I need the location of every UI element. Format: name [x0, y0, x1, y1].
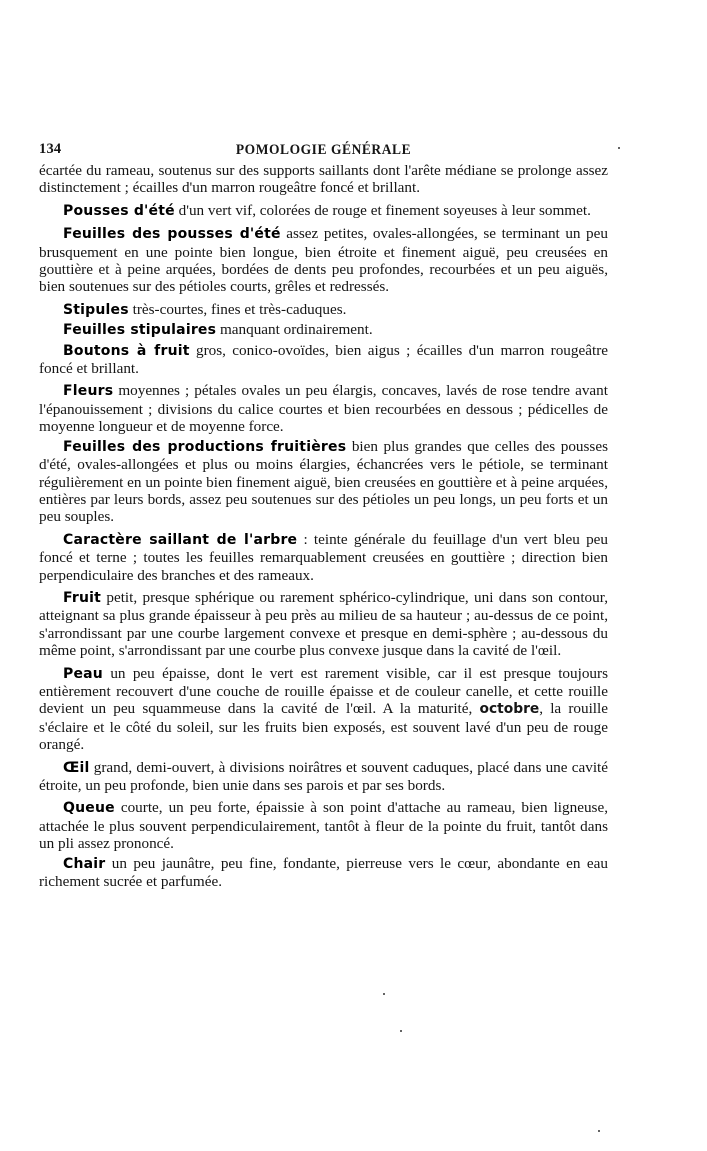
paragraph-stipules — [39, 301, 608, 319]
entry-term: Fleurs — [63, 383, 114, 400]
scan-speck — [400, 1030, 402, 1032]
scan-speck — [598, 1130, 600, 1132]
paragraph-text: un peu épaisse, dont le vert est rarement visible, car il est presque toujours entièrement recouvert d'une couche de rouille épaisse et de couleur canelle, et cette rouille devient un peu squammeuse dans la cavité de l'œil. A la maturité, — [39, 664, 608, 718]
paragraph-chair — [39, 855, 608, 891]
paragraph-text: assez petites, ovales-allongées, se terminant un peu brusquement en une pointe bien longue, bien étroite et finement aiguë, peu creusées en gouttière et à peine arquées, bordées de dents peu profondes, recourbées et un peu aiguës, bien soutenues sur des pétioles courts, grêles et redressés. — [39, 225, 608, 296]
page-header — [39, 141, 608, 161]
paragraph-fleurs — [39, 382, 608, 435]
entry-term: Boutons à fruit — [63, 342, 190, 359]
paragraph-feuilles-productions — [39, 438, 608, 526]
entry-term: Peau — [63, 665, 103, 682]
entry-term: Feuilles stipulaires — [63, 322, 217, 339]
paragraph-fruit — [39, 589, 608, 660]
paragraph-text: bien plus grandes que celles des pousses d'été, ovales-allongées et plus ou moins élargies, échancrées vers le pétiole, se terminant régulièrement en un pointe bien finement aiguë, bien creusées en gouttière et à peine arquées, entières par leurs bords, assez peu soutenues sur des pétioles un peu longs, un peu forts et un peu souples. — [39, 437, 608, 526]
paragraph-text: très-courtes, fines et très-caduques. — [128, 300, 347, 318]
paragraph-pousses — [39, 202, 608, 220]
scan-speck — [383, 993, 385, 995]
paragraph-feuilles-stipulaires — [39, 321, 608, 339]
paragraph-text: d'un vert vif, colorées de rouge et finement soyeuses à leur sommet. — [174, 201, 591, 219]
paragraph-peau — [39, 665, 608, 754]
entry-term: Œil — [63, 759, 90, 776]
paragraph-text: moyennes ; pétales ovales un peu élargis, concaves, lavés de rose tendre avant l'épanouissement ; divisions du calice courtes et bien recourbées en dessous ; pédicelles de moyenne longueur et de moyenne force. — [39, 382, 608, 436]
paragraph-text: un peu jaunâtre, peu fine, fondante, pierreuse vers le cœur, abondante en eau richement sucrée et parfumée. — [39, 854, 608, 891]
paragraph-text: écartée du rameau, soutenus sur des supports saillants dont l'arête médiane se prolonge assez distinctement ; écailles d'un marron rougeâtre foncé et brillant. — [39, 162, 608, 197]
paragraph-text: manquant ordinairement. — [216, 321, 373, 339]
scan-speck — [618, 147, 620, 149]
entry-term: Feuilles des productions fruitières — [63, 438, 347, 455]
page-number: 134 — [39, 141, 62, 157]
entry-term: Caractère saillant de l'arbre — [63, 531, 298, 548]
entry-term: Feuilles des pousses d'été — [63, 226, 281, 243]
paragraph-text: , la rouille s'éclaire et le côté du soleil, sur les fruits bien exposés, est souvent lavé d'un peu de rouge orangé. — [39, 700, 608, 754]
paragraph-text: : teinte générale du feuillage d'un vert bleu peu foncé et terne ; toutes les feuilles remarquablement creusées en gouttière ; direction bien perpendiculaire des branches et des rameaux. — [39, 530, 608, 584]
entry-term: Queue — [63, 800, 115, 817]
entry-term: Fruit — [63, 589, 102, 606]
paragraph-continuation — [39, 162, 608, 197]
entry-term: Stipules — [63, 301, 129, 318]
entry-term: Chair — [63, 855, 106, 872]
paragraph-text: courte, un peu forte, épaissie à son point d'attache au rameau, bien ligneuse, attachée le plus souvent perpendiculairement, tantôt à fleur de la pointe du fruit, tantôt dans un pli assez prononcé. — [39, 799, 608, 853]
paragraph-feuilles-pousses — [39, 225, 608, 296]
paragraph-text: grand, demi-ouvert, à divisions noirâtres et souvent caduques, placé dans une cavité étroite, un peu profonde, bien unie dans ses parois et par ses bords. — [39, 758, 608, 794]
entry-term: Pousses d'été — [63, 202, 175, 219]
paragraph-oeil — [39, 759, 608, 795]
paragraph-boutons — [39, 342, 608, 378]
maturity-month: octobre — [479, 701, 540, 718]
paragraph-text: petit, presque sphérique ou rarement sphérico-cylindrique, uni dans son contour, atteignant sa plus grande épaisseur à peu près au milieu de sa hauteur ; au-dessus de ce point, s'arrondissant par une courbe largement convexe et presque en demi-sphère ; au-dessous du même point, s'arrondissant par une courbe plus convexe jusque dans la cavité de l'œil. — [39, 588, 608, 660]
book-page — [39, 141, 608, 895]
paragraph-queue — [39, 799, 608, 852]
running-title: POMOLOGIE GÉNÉRALE — [235, 142, 412, 158]
paragraph-text: gros, conico-ovoïdes, bien aigus ; écailles d'un marron rougeâtre foncé et brillant. — [39, 341, 608, 378]
paragraph-caractere — [39, 531, 608, 584]
